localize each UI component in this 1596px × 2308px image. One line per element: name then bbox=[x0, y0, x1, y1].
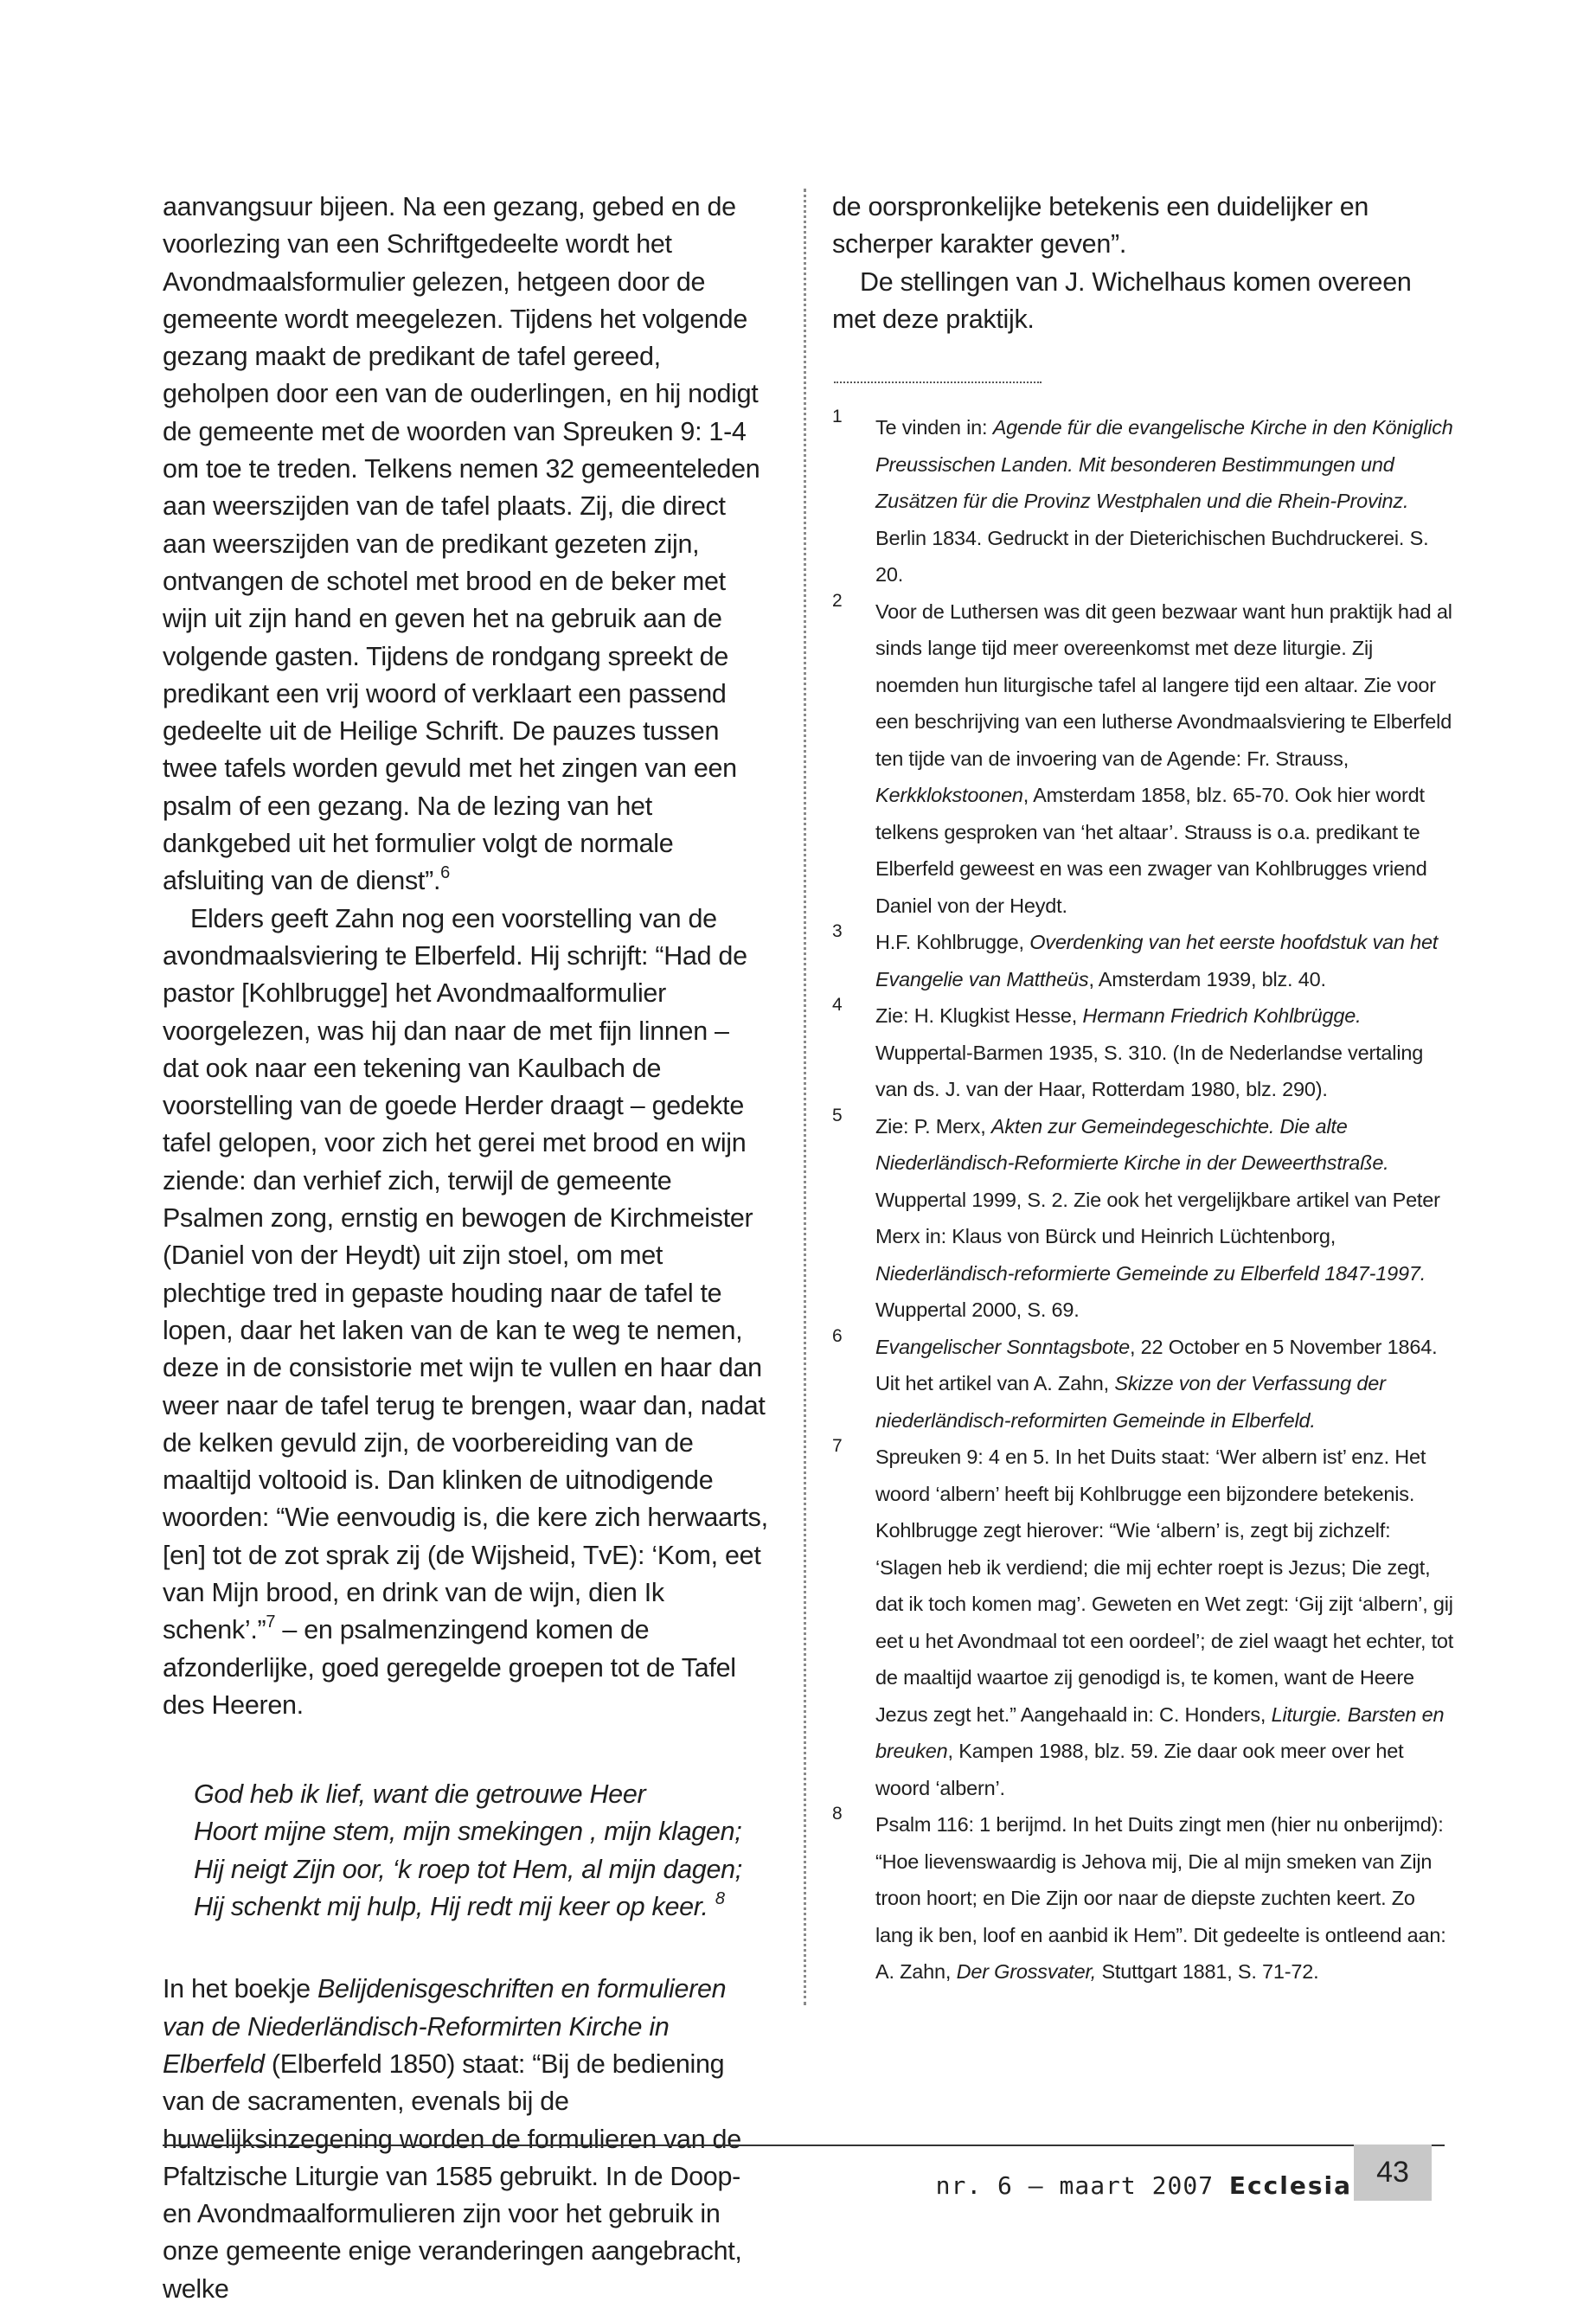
body-paragraph: De stellingen van J. Wichelhaus komen overeen met deze praktijk. bbox=[832, 266, 1412, 334]
footnote-text: , Amsterdam 1939, blz. 40. bbox=[1088, 967, 1326, 991]
footnote bbox=[832, 997, 1455, 1108]
footnote bbox=[832, 1806, 1455, 1991]
footnote-text: Agende für die evangelische Kirche in den Königlich Preussischen Landen. Mit besonderen Bestimmungen und Zusätzen für die Provinz Westphalen und die Rhein-Provinz. bbox=[875, 416, 1453, 513]
footnote bbox=[832, 1105, 1455, 1329]
footnote-text: H.F. Kohlbrugge, bbox=[875, 931, 1030, 954]
footnote-text: Overdenking van het eerste hoofdstuk van het Evangelie van Mattheüs bbox=[875, 931, 1439, 991]
poem-line: Hij neigt Zijn oor, ‘k roep tot Hem, al mijn dagen; bbox=[194, 1854, 742, 1884]
psalm-quote bbox=[194, 1776, 768, 1926]
footnote-number: 3 bbox=[832, 921, 843, 942]
footnote-text: Niederländisch-reformierte Gemeinde zu Elberfeld 1847-1997. bbox=[875, 1261, 1426, 1285]
footnote bbox=[832, 1436, 1455, 1806]
footnote-separator bbox=[834, 381, 1042, 383]
footnote-text: Skizze von der Verfassung der niederländisch-reformirten Gemeinde in Elberfeld. bbox=[875, 1372, 1386, 1432]
right-column bbox=[832, 189, 1455, 1991]
book-title: Belijdenisgeschriften en formulieren van de Niederländisch-Reformirten Kirche in Elberfeld bbox=[163, 1974, 727, 2079]
footnote-number: 8 bbox=[832, 1804, 843, 1824]
footnote-text: Wuppertal-Barmen 1935, S. 310. (In de Nederlandse vertaling van ds. J. van der Haar, Rotterdam 1980, blz. 290). bbox=[875, 1041, 1424, 1101]
footnote-number: 4 bbox=[832, 995, 843, 1016]
footnote-text: , Kampen 1988, blz. 59. Zie daar ook meer over het woord ‘albern’. bbox=[875, 1740, 1404, 1799]
footnote-text: Wuppertal 1999, S. 2. Zie ook het vergelijkbare artikel van Peter Merx in: Klaus von Bürck und Heinrich Lüchtenborg, bbox=[875, 1188, 1440, 1248]
footnote-text: Liturgie. Barsten en breuken bbox=[875, 1702, 1445, 1763]
body-paragraph: aanvangsuur bijeen. Na een gezang, gebed en de voorlezing van een Schriftgedeelte wordt het Avondmaalsformulier gelezen, hetgeen door de gemeente wordt meegelezen. Tijdens het volgende gezang maakt de predikant de tafel gereed, geholpen door een van de ouderlingen, en hij nodigt de gemeente met de woorden van Spreuken 9: 1-4 om toe te treden. Telkens nemen 32 gemeenteleden aan weerszijden van de tafel plaats. Zij, die direct aan weerszijden van de predikant gezeten zijn, ontvangen de schotel met brood en de beker met wijn uit zijn hand en geven het na gebruik aan de volgende gasten. Tijdens de rondgang spreekt de predikant een vrij woord of verklaart een passend gedeelte uit de Heilige Schrift. De pauzes tussen twee tafels worden gevuld met het zingen van een psalm of een gezang. Na de lezing van het dankgebed uit het formulier volgt de normale afsluiting van de dienst”.$^6$ bbox=[163, 192, 760, 896]
footnote bbox=[832, 921, 1455, 997]
footnotes-list bbox=[832, 409, 1455, 1991]
page-number: 43 bbox=[1354, 2145, 1432, 2201]
footnote-number: 2 bbox=[832, 590, 843, 611]
footnote bbox=[832, 590, 1455, 925]
footnote-number: 5 bbox=[832, 1105, 843, 1125]
footnote-ref[interactable]: 7 bbox=[266, 1612, 276, 1632]
footnote-text: Kerkklokstoonen bbox=[875, 784, 1023, 807]
footnote-text: , Amsterdam 1858, blz. 65-70. Ook hier wordt telkens gesproken van ‘het altaar’. Strauss is o.a. predikant te Elberfeld geweest en was een zwager van Kohlbrugges vriend Daniel von der Heydt. bbox=[875, 784, 1427, 917]
footnote-number: 1 bbox=[832, 407, 843, 427]
footnote-text: Zie: H. Klugkist Hesse, bbox=[875, 1004, 1083, 1028]
footnote-text: Zie: P. Merx, bbox=[875, 1114, 991, 1138]
footnote-text: Wuppertal 2000, S. 69. bbox=[875, 1298, 1080, 1322]
body-paragraph: Elders geeft Zahn nog een voorstelling van de avondmaalsviering te Elberfeld. Hij schrijft: “Had de pastor [Kohlbrugge] het Avondmaalformulier voorgelezen, was hij dan naar de met fijn linnen – dat ook naar een tekening van Kaulbach de voorstelling van de goede Herder draagt – gedekte tafel gelopen, voor zich het gerei met brood en wijn ziende: dan verhief zich, terwijl de gemeente Psalmen zong, ernstig en bewogen de Kirchmeister (Daniel von der Heydt) uit zijn stoel, om met plechtige tred in gepaste houding naar de tafel te lopen, daar het laken van de kan te weg te nemen, deze in de consistorie met wijn te vullen en haar dan weer naar de tafel terug te brengen, waar dan, nadat de kelken gevuld zijn, de voorbereiding van de maaltijd voltooid is. Dan klinken de uitnodigende woorden: “Wie eenvoudig is, die kere zich herwaarts, [en] tot de zot sprak zij (de Wijsheid, TvE): ‘Kom, eet van Mijn brood, en drink van de wijn, dien Ik schenk’.”$^7$ – en psalmenzingend komen de afzonderlijke, goed geregelde groepen tot de Tafel des Heeren. bbox=[163, 903, 768, 1720]
footer-rule bbox=[163, 2145, 1445, 2146]
footnote-text: Akten zur Gemeindegeschichte. Die alte Niederländisch-Reformierte Kirche in der Deweerthstraße. bbox=[875, 1114, 1389, 1175]
body-paragraph: In het boekje Belijdenisgeschriften en formulieren van de Niederländisch-Reformirten Kirche in Elberfeld (Elberfeld 1850) staat: “Bij de bediening van de sacramenten, evenals bij de huwelijksinzegening worden de formulieren van de Pfaltzische Liturgie van 1585 gebruikt. In de Doop- en Avondmaalformulieren zijn voor het gebruik in onze gemeente enige veranderingen aangebracht, welke bbox=[163, 1974, 742, 2304]
footnote-text: Evangelischer Sonntagsbote bbox=[875, 1335, 1130, 1358]
footnote-text: Voor de Luthersen was dit geen bezwaar want hun praktijk had al sinds lange tijd meer overeenkomst met deze liturgie. Zij noemden hun liturgische tafel al langere tijd een altaar. Zie voor een beschrijving van een lutherse Avondmaalsviering te Elberfeld ten tijde van de invoering van de Agende: Fr. Strauss, bbox=[875, 599, 1452, 770]
footnote-text: Der Grossvater, bbox=[956, 1960, 1097, 1984]
left-column bbox=[163, 189, 768, 2308]
footnote bbox=[832, 1325, 1455, 1439]
poem-line: Hij schenkt mij hulp, Hij redt mij keer op keer. $^8$ bbox=[194, 1888, 725, 1922]
footnote-text: Stuttgart 1881, S. 71-72. bbox=[1096, 1960, 1319, 1984]
footnote-number: 7 bbox=[832, 1436, 843, 1457]
footer-issue: nr. 6 — maart 2007 Ecclesia bbox=[935, 2171, 1352, 2200]
body-paragraph: de oorspronkelijke betekenis een duidelijker en scherper karakter geven”. bbox=[832, 192, 1369, 260]
footnote bbox=[832, 409, 1455, 593]
footnote-text: Berlin 1834. Gedruckt in der Dieterichischen Buchdruckerei. S. 20. bbox=[875, 526, 1429, 587]
footnote-text: Psalm 116: 1 berijmd. In het Duits zingt men (hier nu onberijmd): “Hoe lievenswaardig is Jehova mij, Die al mijn smeken van Zijn troon hoort; en Die Zijn oor naar de diepste zuchten keert. Zo lang ik ben, loof en aanbid ik Hem”. Dit gedeelte is ontleend aan: A. Zahn, bbox=[875, 1813, 1446, 1984]
poem-line: Hoort mijne stem, mijn smekingen , mijn klagen; bbox=[194, 1817, 742, 1847]
column-divider bbox=[804, 189, 806, 2005]
footnote-ref[interactable]: 6 bbox=[440, 863, 450, 883]
footnote-number: 6 bbox=[832, 1325, 843, 1346]
footnote-ref[interactable]: 8 bbox=[715, 1888, 725, 1908]
magazine-name: Ecclesia bbox=[1228, 2171, 1352, 2200]
footnote-text: Hermann Friedrich Kohlbrügge. bbox=[1082, 1004, 1362, 1028]
poem-line: God heb ik lief, want die getrouwe Heer bbox=[194, 1779, 646, 1810]
footnote-text: Te vinden in: bbox=[875, 416, 993, 439]
footnote-text: Spreuken 9: 4 en 5. In het Duits staat: ‘Wer albern ist’ enz. Het woord ‘albern’ heeft bij Kohlbrugge een bijzondere betekenis. Kohlbrugge zegt hierover: “Wie ‘albern’ is, zegt bij zichzelf: ‘Slagen heb ik verdiend; die mij echter roept is Jezus; Die zegt, dat ik toch komen mag’. Geweten en Wet zegt: ‘Gij zijt ‘albern’, gij eet u het Avondmaal tot een oordeel’; de ziel waagt het echter, tot de maaltijd waartoe zij genodigd is, te komen, want de Heere Jezus zegt het.” Aangehaald in: C. Honders, bbox=[875, 1446, 1454, 1726]
footnote-text: , 22 October en 5 November 1864. Uit het artikel van A. Zahn, bbox=[875, 1335, 1438, 1395]
